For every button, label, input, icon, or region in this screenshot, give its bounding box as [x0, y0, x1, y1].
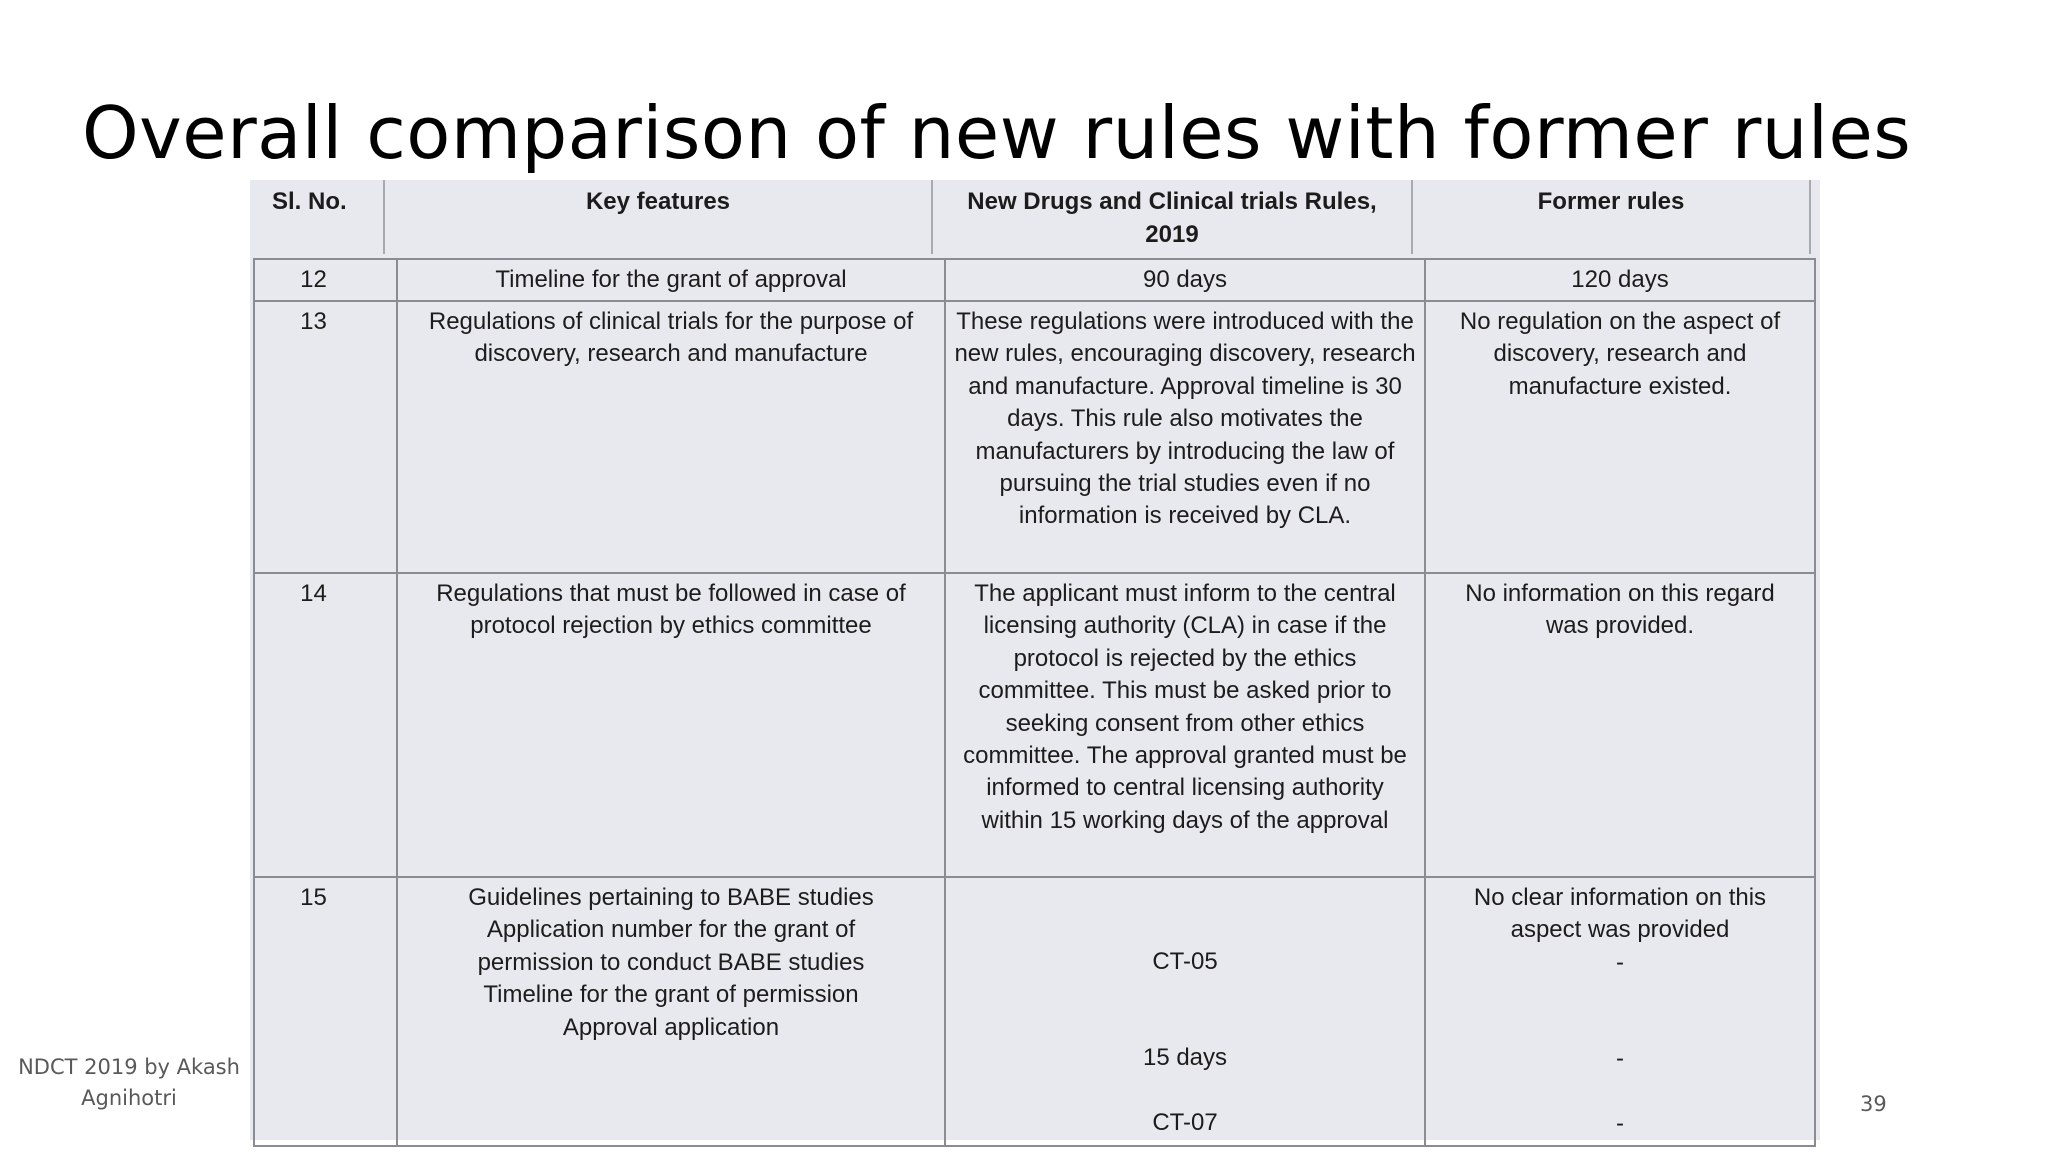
table-header [250, 180, 1811, 254]
feature-line: Timeline for the grant of permission [483, 981, 859, 1009]
feature-line: Approval application [562, 1013, 780, 1041]
new-rule-line: CT-07 [1152, 1108, 1218, 1136]
table-row [254, 877, 1815, 1146]
table-row [254, 259, 1815, 301]
page-number: 39 [1860, 1092, 1887, 1116]
row-key-feature: Timeline for the grant of approval [397, 259, 945, 301]
former-rule-line: No clear information on this aspect was provided [1473, 884, 1767, 944]
footer-author: NDCT 2019 by Akash Agnihotri [18, 1055, 240, 1110]
comparison-table-image [250, 180, 1820, 1140]
row-new-rules: These regulations were introduced with the new rules, encouraging discovery, research and manufacture. Approval timeline is 30 days. This rule also motivates the manufacturers by introducing the law of pursuing the trial studies even if no information is received by CLA. [945, 301, 1425, 573]
table-row [254, 301, 1815, 573]
row-key-feature: Regulations of clinical trials for the purpose of discovery, research and manufacture [397, 301, 945, 573]
row-key-feature [397, 877, 945, 1146]
former-rule-line: - [1616, 1109, 1624, 1137]
row-sl-no: 13 [254, 301, 397, 573]
row-former-rules: 120 days [1425, 259, 1815, 301]
row-new-rules [945, 877, 1425, 1146]
row-former-rules: No regulation on the aspect of discovery, research and manufacture existed. [1425, 301, 1815, 573]
row-sl-no: 15 [254, 877, 397, 1146]
slide-title: Overall comparison of new rules with former rules [82, 91, 1912, 175]
former-rule-line: - [1616, 1045, 1624, 1073]
row-new-rules: 90 days [945, 259, 1425, 301]
table-row [254, 573, 1815, 877]
new-rule-line: CT-05 [1152, 948, 1218, 975]
comparison-table [253, 258, 1816, 1147]
row-key-feature: Regulations that must be followed in case of protocol rejection by ethics committee [397, 573, 945, 877]
row-new-rules: The applicant must inform to the central licensing authority (CLA) in case if the protocol is rejected by the ethics committee. This must be asked prior to seeking consent from other ethics committee. The approval granted must be informed to central licensing authority within 15 working days of the approval [945, 573, 1425, 877]
row-former-rules: No information on this regard was provided. [1425, 573, 1815, 877]
header-sl-no: Sl. No. [250, 180, 384, 254]
header-new-rules: New Drugs and Clinical trials Rules, 2019 [932, 180, 1412, 254]
header-former-rules: Former rules [1412, 180, 1810, 254]
feature-line: Application number for the grant of permission to conduct BABE studies [477, 916, 865, 976]
former-rule-line: - [1616, 948, 1624, 976]
row-former-rules [1425, 877, 1815, 1146]
header-key-features: Key features [384, 180, 932, 254]
feature-line: Guidelines pertaining to BABE studies [468, 884, 874, 911]
row-sl-no: 12 [254, 259, 397, 301]
row-sl-no: 14 [254, 573, 397, 877]
new-rule-line: 15 days [1142, 1044, 1228, 1072]
